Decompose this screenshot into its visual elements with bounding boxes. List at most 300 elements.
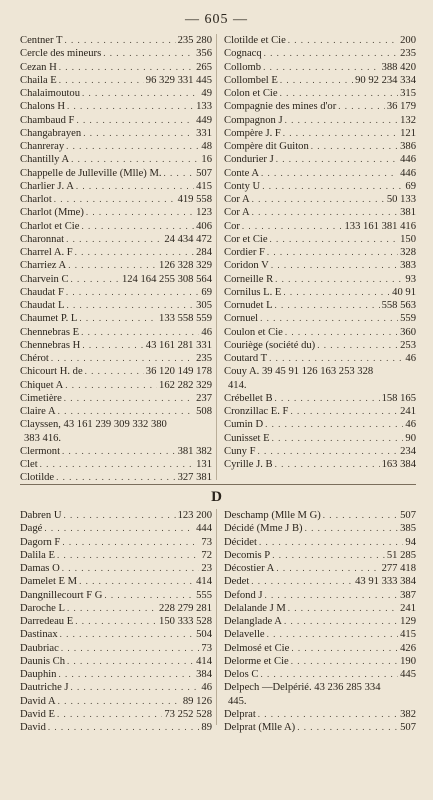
entry-name: Cor A	[224, 207, 250, 219]
leader-dots	[62, 536, 199, 549]
entry-name: Charlier J. A	[20, 180, 74, 192]
index-entry	[224, 74, 416, 87]
index-entry	[20, 405, 212, 418]
entry-page-refs: 382	[400, 708, 416, 720]
entry-name: Charonnat	[20, 233, 65, 245]
index-entry	[224, 721, 416, 734]
entry-name: Cumin D	[224, 419, 264, 431]
entry-page-refs: 235 280	[177, 35, 212, 46]
entry-name: Cercle des mineurs	[20, 48, 102, 60]
entry-name: Centner T	[20, 35, 63, 46]
index-column-right-d	[224, 509, 416, 734]
leader-dots	[62, 562, 200, 575]
entry-name: Chaudat L	[20, 300, 65, 311]
entry-name: Charlot et Cie	[20, 220, 80, 232]
index-entry	[224, 575, 416, 588]
index-entry	[224, 167, 416, 180]
leader-dots	[82, 339, 143, 352]
leader-dots	[76, 180, 194, 193]
leader-dots	[85, 365, 144, 378]
entry-name: Clotilde et Cie	[224, 35, 286, 46]
entry-name: Compagnie des mines d'or	[224, 101, 337, 113]
index-entry	[20, 61, 212, 74]
entry-name: Delprat	[224, 708, 256, 720]
leader-dots	[79, 312, 157, 325]
index-entry	[20, 721, 212, 734]
entry-page-refs: 133	[196, 101, 212, 113]
leader-dots	[67, 100, 194, 113]
entry-page-refs: 237	[196, 392, 212, 404]
index-entry	[20, 193, 212, 206]
entry-name: Chappelle de Julleville (Mlle) M.	[20, 167, 162, 179]
entry-page-refs: 96 329 331 445	[145, 74, 212, 86]
entry-name: Delanglade A	[224, 616, 282, 627]
leader-dots	[48, 721, 200, 734]
entry-page-refs: 43 91 333 384	[355, 576, 416, 588]
leader-dots	[86, 206, 194, 219]
index-entry	[224, 220, 416, 233]
index-entry	[20, 233, 212, 246]
entry-page-refs: 90 92 234 334	[355, 74, 416, 86]
index-entry	[224, 418, 416, 431]
entry-page-refs: 381 382	[177, 445, 212, 457]
entry-name: Chalons H	[20, 101, 66, 113]
entry-page-refs: 234	[400, 445, 416, 457]
entry-name: Dastinax	[20, 629, 58, 641]
entry-page-refs: 414	[196, 576, 212, 588]
leader-dots	[258, 708, 398, 721]
entry-page-refs: 73	[201, 642, 212, 654]
entry-name: Cimetière	[20, 392, 62, 404]
index-entry	[20, 74, 212, 87]
leader-dots	[323, 509, 398, 522]
entry-page-refs: 381	[400, 207, 416, 219]
entry-page-refs: 385	[400, 523, 416, 535]
entry-page-refs: 507	[400, 722, 416, 733]
entry-page-refs: 51 285	[386, 549, 416, 561]
index-entry	[224, 445, 416, 458]
leader-dots	[260, 668, 398, 681]
entry-page-refs: 241	[400, 602, 416, 614]
entry-name: Charrel A. F	[20, 247, 73, 258]
index-entry	[20, 140, 212, 153]
leader-dots	[265, 418, 403, 431]
entry-page-refs: 124 164 255 308 564	[121, 273, 212, 285]
index-entry	[20, 589, 212, 602]
index-column-left-d	[20, 509, 212, 734]
index-entry	[224, 127, 416, 140]
entry-page-refs: 446	[400, 167, 416, 179]
index-entry	[224, 365, 416, 392]
entry-name: Chaumet P. L	[20, 313, 78, 325]
leader-dots	[283, 286, 390, 299]
entry-name: Charvein C	[20, 273, 69, 285]
leader-dots	[81, 220, 194, 233]
leader-dots	[260, 312, 398, 325]
entry-page-refs: 94	[405, 536, 416, 548]
index-column-right	[224, 34, 416, 485]
entry-name: Darredeau E	[20, 616, 74, 627]
entry-name: Chalaimoutou	[20, 88, 81, 99]
index-entry	[224, 180, 416, 193]
entry-name: Cuny F	[224, 445, 256, 457]
entry-page-refs: 241	[400, 406, 416, 417]
index-entry	[20, 47, 212, 60]
leader-dots	[291, 642, 398, 655]
leader-dots	[57, 549, 199, 562]
entry-page-refs: 90	[405, 432, 416, 444]
index-entry	[224, 352, 416, 365]
leader-dots	[272, 432, 404, 445]
entry-continuation: 383 416.	[24, 432, 62, 444]
entry-name: Couriège (société du)	[224, 339, 316, 351]
entry-name: Cornilus L. E	[224, 286, 282, 298]
leader-dots	[275, 458, 380, 471]
leader-dots	[297, 721, 398, 734]
entry-page-refs: 16	[201, 154, 212, 166]
leader-dots	[44, 522, 194, 535]
entry-page-refs: 126 328 329	[159, 260, 212, 272]
entry-page-refs: 190	[400, 655, 416, 667]
index-entry	[224, 206, 416, 219]
index-entry	[224, 273, 416, 286]
index-entry	[224, 100, 416, 113]
entry-page-refs: 72	[201, 549, 212, 561]
index-entry	[224, 246, 416, 259]
entry-name: Changabrayen	[20, 127, 82, 139]
entry-name: Chiquet A	[20, 379, 64, 391]
entry-page-refs: 419 558	[177, 194, 212, 205]
leader-dots	[103, 47, 194, 60]
entry-name: Delpech —Delpérié. 43 236 285 334	[224, 682, 381, 694]
leader-dots	[81, 326, 199, 339]
index-entry	[224, 405, 416, 418]
entry-page-refs: 132	[400, 114, 416, 126]
leader-dots	[280, 74, 353, 87]
index-entry	[224, 259, 416, 272]
entry-name: Cognacq	[224, 48, 262, 60]
entry-page-refs: 507	[400, 510, 416, 521]
entry-name: Cor	[224, 220, 240, 232]
entry-name: Cyrille J. B	[224, 459, 273, 470]
entry-page-refs: 386	[400, 141, 416, 152]
index-block-d	[20, 509, 416, 734]
entry-name: Chérot	[20, 353, 49, 364]
index-entry	[20, 628, 212, 641]
index-entry	[20, 180, 212, 193]
index-entry	[224, 615, 416, 628]
leader-dots	[275, 392, 380, 405]
entry-page-refs: 331	[196, 127, 212, 139]
index-entry	[224, 681, 416, 708]
leader-dots	[56, 471, 175, 484]
entry-name: Compère dit Guiton	[224, 141, 309, 152]
index-entry	[20, 246, 212, 259]
entry-name: Chanreray	[20, 141, 65, 152]
leader-dots	[75, 246, 194, 259]
entry-name: Dautriche J	[20, 682, 69, 694]
entry-name: Clayssen, 43 161 239 309 332 380	[20, 419, 167, 431]
index-entry	[224, 326, 416, 339]
leader-dots	[291, 655, 398, 668]
entry-page-refs: 504	[196, 629, 212, 641]
entry-page-refs: 284	[196, 247, 212, 258]
leader-dots	[252, 206, 399, 219]
entry-name: Conte A	[224, 167, 260, 179]
index-entry	[20, 206, 212, 219]
leader-dots	[58, 668, 194, 681]
entry-page-refs: 40 91	[392, 286, 416, 298]
entry-page-refs: 123	[196, 207, 212, 219]
entry-page-refs: 449	[196, 114, 212, 126]
index-entry	[20, 708, 212, 721]
entry-name: Charlot (Mme)	[20, 207, 84, 219]
entry-name: Couy A. 39 45 91 126 163 253 328	[224, 366, 374, 378]
leader-dots	[82, 87, 199, 100]
index-entry	[20, 509, 212, 522]
entry-page-refs: 46	[405, 353, 416, 364]
leader-dots	[67, 655, 194, 668]
entry-page-refs: 444	[196, 523, 212, 535]
leader-dots	[242, 220, 343, 233]
leader-dots	[271, 259, 398, 272]
entry-name: Décidé (Mme J B)	[224, 523, 303, 535]
entry-name: Cor et Cie	[224, 233, 268, 245]
index-entry	[20, 562, 212, 575]
entry-name: Chennebras E	[20, 326, 80, 338]
index-entry	[20, 615, 212, 628]
entry-name: Delmosé et Cie	[224, 642, 290, 654]
entry-name: Chaila E	[20, 74, 57, 86]
entry-name: Delos C	[224, 669, 259, 680]
index-entry	[20, 352, 212, 365]
entry-page-refs: 356	[196, 48, 212, 60]
leader-dots	[262, 180, 403, 193]
index-entry	[20, 655, 212, 668]
entry-name: Charlot	[20, 194, 52, 205]
entry-page-refs: 43 161 281 331	[145, 339, 212, 351]
index-entry	[20, 326, 212, 339]
entry-name: David	[20, 722, 46, 733]
entry-page-refs: 384	[196, 669, 212, 680]
index-entry	[20, 549, 212, 562]
entry-name: Condurier J	[224, 154, 274, 166]
entry-page-refs: 508	[196, 406, 212, 417]
entry-name: Dedet	[224, 576, 250, 588]
entry-page-refs: 133 558 559	[159, 313, 212, 325]
entry-page-refs: 150	[400, 233, 416, 245]
leader-dots	[251, 575, 353, 588]
entry-page-refs: 360	[400, 326, 416, 338]
leader-dots	[79, 575, 194, 588]
index-entry	[224, 339, 416, 352]
entry-page-refs: 558 563	[381, 300, 416, 311]
entry-page-refs: 158 165	[381, 392, 416, 404]
index-entry	[224, 642, 416, 655]
index-entry	[224, 522, 416, 535]
entry-name: Conty U	[224, 180, 261, 192]
entry-name: Chambaud F	[20, 114, 75, 126]
entry-page-refs: 131	[196, 459, 212, 470]
index-entry	[224, 509, 416, 522]
entry-page-refs: 445	[400, 669, 416, 680]
leader-dots	[67, 602, 157, 615]
index-entry	[224, 628, 416, 641]
leader-dots	[283, 127, 398, 140]
page-number: — 605 —	[185, 12, 248, 27]
entry-name: David A	[20, 695, 56, 707]
entry-name: Decomis P	[224, 549, 271, 561]
leader-dots	[280, 87, 399, 100]
index-entry	[20, 220, 212, 233]
entry-page-refs: 23	[201, 563, 212, 574]
index-entry	[224, 312, 416, 325]
entry-name: Cordier F	[224, 247, 265, 258]
index-entry	[224, 708, 416, 721]
leader-dots	[252, 193, 385, 206]
entry-name: Dangnillecourt F G	[20, 589, 103, 601]
entry-name: Deschamp (Mlle M G)	[224, 510, 321, 521]
entry-page-refs: 69	[201, 286, 212, 298]
entry-name: Cunisset E	[224, 432, 270, 444]
entry-name: Damelet E M	[20, 576, 78, 588]
index-entry	[224, 668, 416, 681]
entry-page-refs: 265	[196, 61, 212, 73]
entry-page-refs: 89	[201, 722, 212, 733]
entry-page-refs: 46	[201, 326, 212, 338]
leader-dots	[66, 299, 194, 312]
index-entry	[20, 458, 212, 471]
index-entry	[20, 167, 212, 180]
leader-dots	[66, 140, 199, 153]
entry-name: Collombel E	[224, 74, 278, 86]
entry-page-refs: 69	[405, 180, 416, 192]
entry-page-refs: 123 200	[177, 510, 212, 521]
entry-page-refs: 406	[196, 220, 212, 232]
leader-dots	[60, 628, 194, 641]
entry-name: Crébellet B	[224, 392, 273, 404]
index-entry	[20, 602, 212, 615]
entry-page-refs: 36 120 149 178	[145, 366, 212, 378]
entry-page-refs: 383	[400, 260, 416, 272]
index-entry	[224, 140, 416, 153]
entry-page-refs: 415	[196, 180, 212, 192]
leader-dots	[71, 681, 200, 694]
index-entry	[224, 562, 416, 575]
leader-dots	[61, 642, 200, 655]
entry-page-refs: 328	[400, 247, 416, 258]
index-entry	[224, 536, 416, 549]
entry-name: Dabren U	[20, 510, 62, 521]
leader-dots	[58, 695, 181, 708]
entry-name: Dagé	[20, 523, 43, 535]
index-entry	[20, 522, 212, 535]
entry-name: Cornuel	[224, 313, 259, 325]
index-entry	[20, 153, 212, 166]
entry-page-refs: 277 418	[381, 563, 416, 574]
entry-name: Defond J	[224, 589, 263, 601]
index-block-c	[20, 34, 416, 485]
entry-name: Damas O	[20, 563, 60, 574]
entry-name: Compagnon J	[224, 114, 283, 126]
leader-dots	[305, 522, 399, 535]
entry-page-refs: 315	[400, 88, 416, 99]
leader-dots	[66, 233, 162, 246]
leader-dots	[263, 61, 379, 74]
entry-page-refs: 388 420	[381, 61, 416, 73]
leader-dots	[62, 445, 176, 458]
leader-dots	[57, 708, 162, 721]
leader-dots	[71, 153, 199, 166]
entry-name: Coridon V	[224, 260, 269, 272]
entry-name: Chaudat F	[20, 286, 64, 298]
entry-name: David E	[20, 708, 56, 720]
leader-dots	[275, 299, 380, 312]
leader-dots	[258, 445, 399, 458]
entry-name: Décostier A	[224, 563, 275, 574]
leader-dots	[54, 193, 176, 206]
index-entry	[224, 34, 416, 47]
index-entry	[224, 549, 416, 562]
entry-name: Compère J. F	[224, 127, 281, 139]
entry-name: Dagorn F	[20, 536, 61, 548]
leader-dots	[104, 589, 194, 602]
leader-dots	[51, 352, 194, 365]
entry-name: Clotilde	[20, 472, 55, 484]
entry-page-refs: 305	[196, 300, 212, 311]
leader-dots	[64, 34, 175, 47]
leader-dots	[59, 61, 194, 74]
leader-dots	[75, 615, 157, 628]
entry-name: Daubriac	[20, 642, 59, 654]
entry-name: Chantilly A	[20, 154, 70, 166]
index-entry	[224, 87, 416, 100]
entry-name: Cor A	[224, 194, 250, 205]
entry-name: Dalila E	[20, 549, 56, 561]
index-entry	[224, 589, 416, 602]
entry-page-refs: 129	[400, 616, 416, 627]
entry-page-refs: 555	[196, 589, 212, 601]
entry-page-refs: 200	[400, 35, 416, 46]
leader-dots	[164, 167, 195, 180]
leader-dots	[65, 379, 157, 392]
section-heading-d: D	[211, 489, 222, 505]
entry-name: Delavelle	[224, 629, 265, 641]
index-entry	[224, 458, 416, 471]
entry-page-refs: 559	[400, 313, 416, 325]
index-entry	[20, 536, 212, 549]
leader-dots	[317, 339, 398, 352]
index-entry	[224, 47, 416, 60]
index-entry	[20, 379, 212, 392]
leader-dots	[284, 615, 398, 628]
entry-page-refs: 426	[400, 642, 416, 654]
leader-dots	[64, 392, 194, 405]
index-entry	[20, 127, 212, 140]
entry-page-refs: 49	[201, 88, 212, 99]
index-entry	[224, 392, 416, 405]
index-entry	[20, 575, 212, 588]
entry-page-refs: 415	[400, 629, 416, 641]
index-entry	[20, 286, 212, 299]
index-entry	[20, 418, 212, 445]
index-entry	[20, 100, 212, 113]
leader-dots	[259, 536, 403, 549]
entry-name: Daunis Ch	[20, 655, 66, 667]
leader-dots	[288, 602, 398, 615]
index-entry	[20, 668, 212, 681]
entry-page-refs: 253	[400, 339, 416, 351]
